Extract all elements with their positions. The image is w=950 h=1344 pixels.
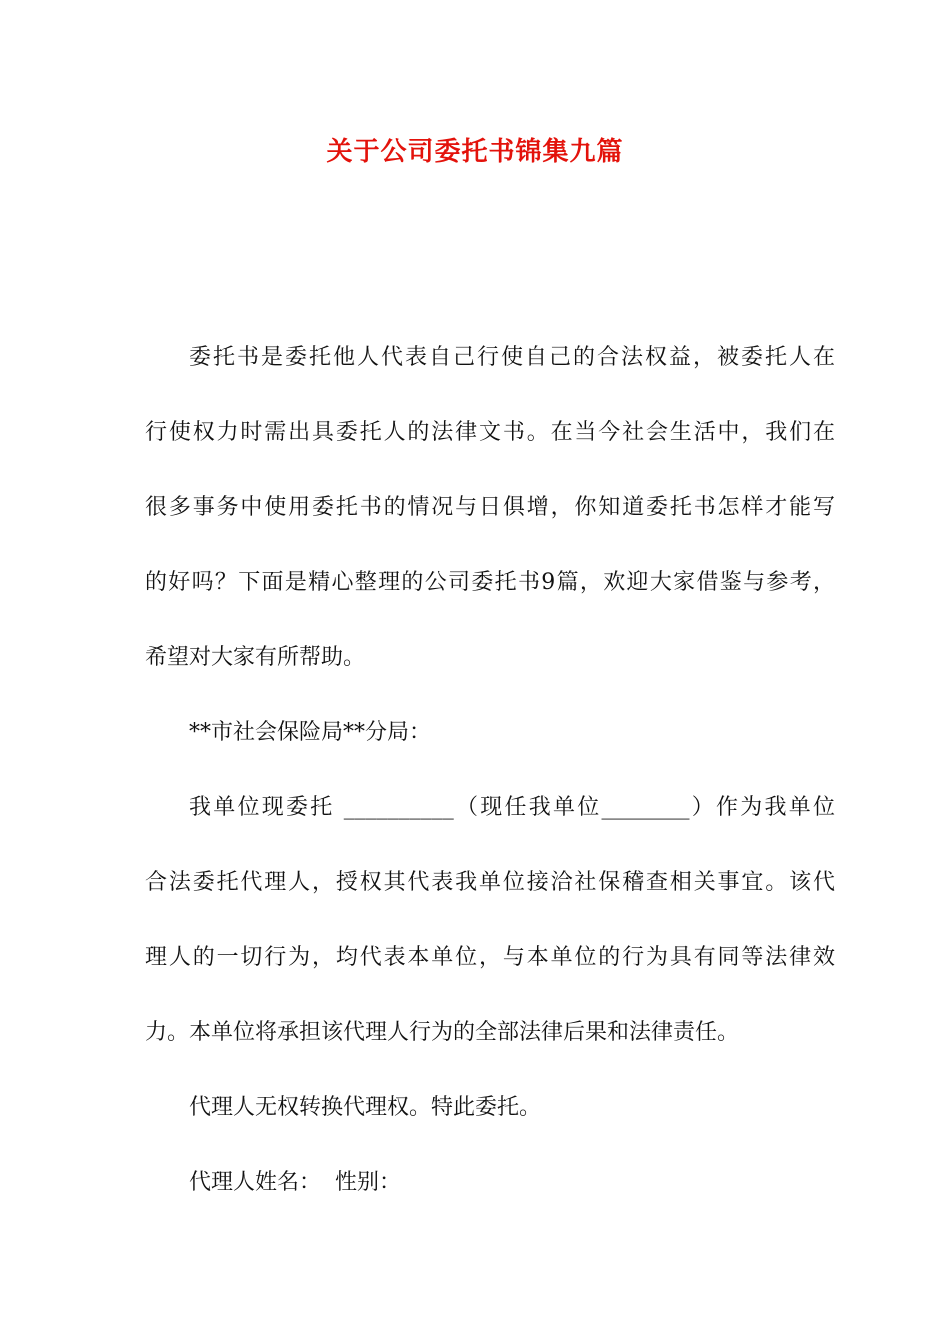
paragraph-line: 委托书是委托他人代表自己行使自己的合法权益，被委托人在 [189, 345, 835, 370]
paragraph-line: 代理人姓名： 性别： [189, 1170, 401, 1195]
agent-info-paragraph [145, 1145, 835, 1220]
paragraph-line: 代理人无权转换代理权。特此委托。 [189, 1095, 542, 1120]
paragraph-line: 希望对大家有所帮助。 [145, 645, 366, 670]
paragraph-line: 行使权力时需出具委托人的法律文书。在当今社会生活中，我们在 [145, 420, 835, 445]
restriction-paragraph [145, 1070, 835, 1145]
paragraph-line: 理人的一切行为，均代表本单位，与本单位的行为具有同等法律效 [145, 945, 835, 970]
paragraph-line: **市社会保险局**分局： [189, 720, 432, 745]
addressee-paragraph [145, 695, 835, 770]
intro-paragraph [145, 320, 835, 695]
document-body [145, 320, 835, 1220]
authorization-paragraph [145, 770, 835, 1070]
paragraph-line: 力。本单位将承担该代理人行为的全部法律后果和法律责任。 [145, 1020, 740, 1045]
paragraph-line: 合法委托代理人，授权其代表我单位接洽社保稽查相关事宜。该代 [145, 870, 835, 895]
paragraph-line: 的好吗？下面是精心整理的公司委托书9篇，欢迎大家借鉴与参考， [145, 570, 835, 595]
paragraph-line: 我单位现委托 __________（现任我单位________）作为我单位 [189, 795, 835, 820]
paragraph-line: 很多事务中使用委托书的情况与日俱增，你知道委托书怎样才能写 [145, 495, 835, 520]
document-title: 关于公司委托书锦集九篇 [326, 137, 624, 167]
